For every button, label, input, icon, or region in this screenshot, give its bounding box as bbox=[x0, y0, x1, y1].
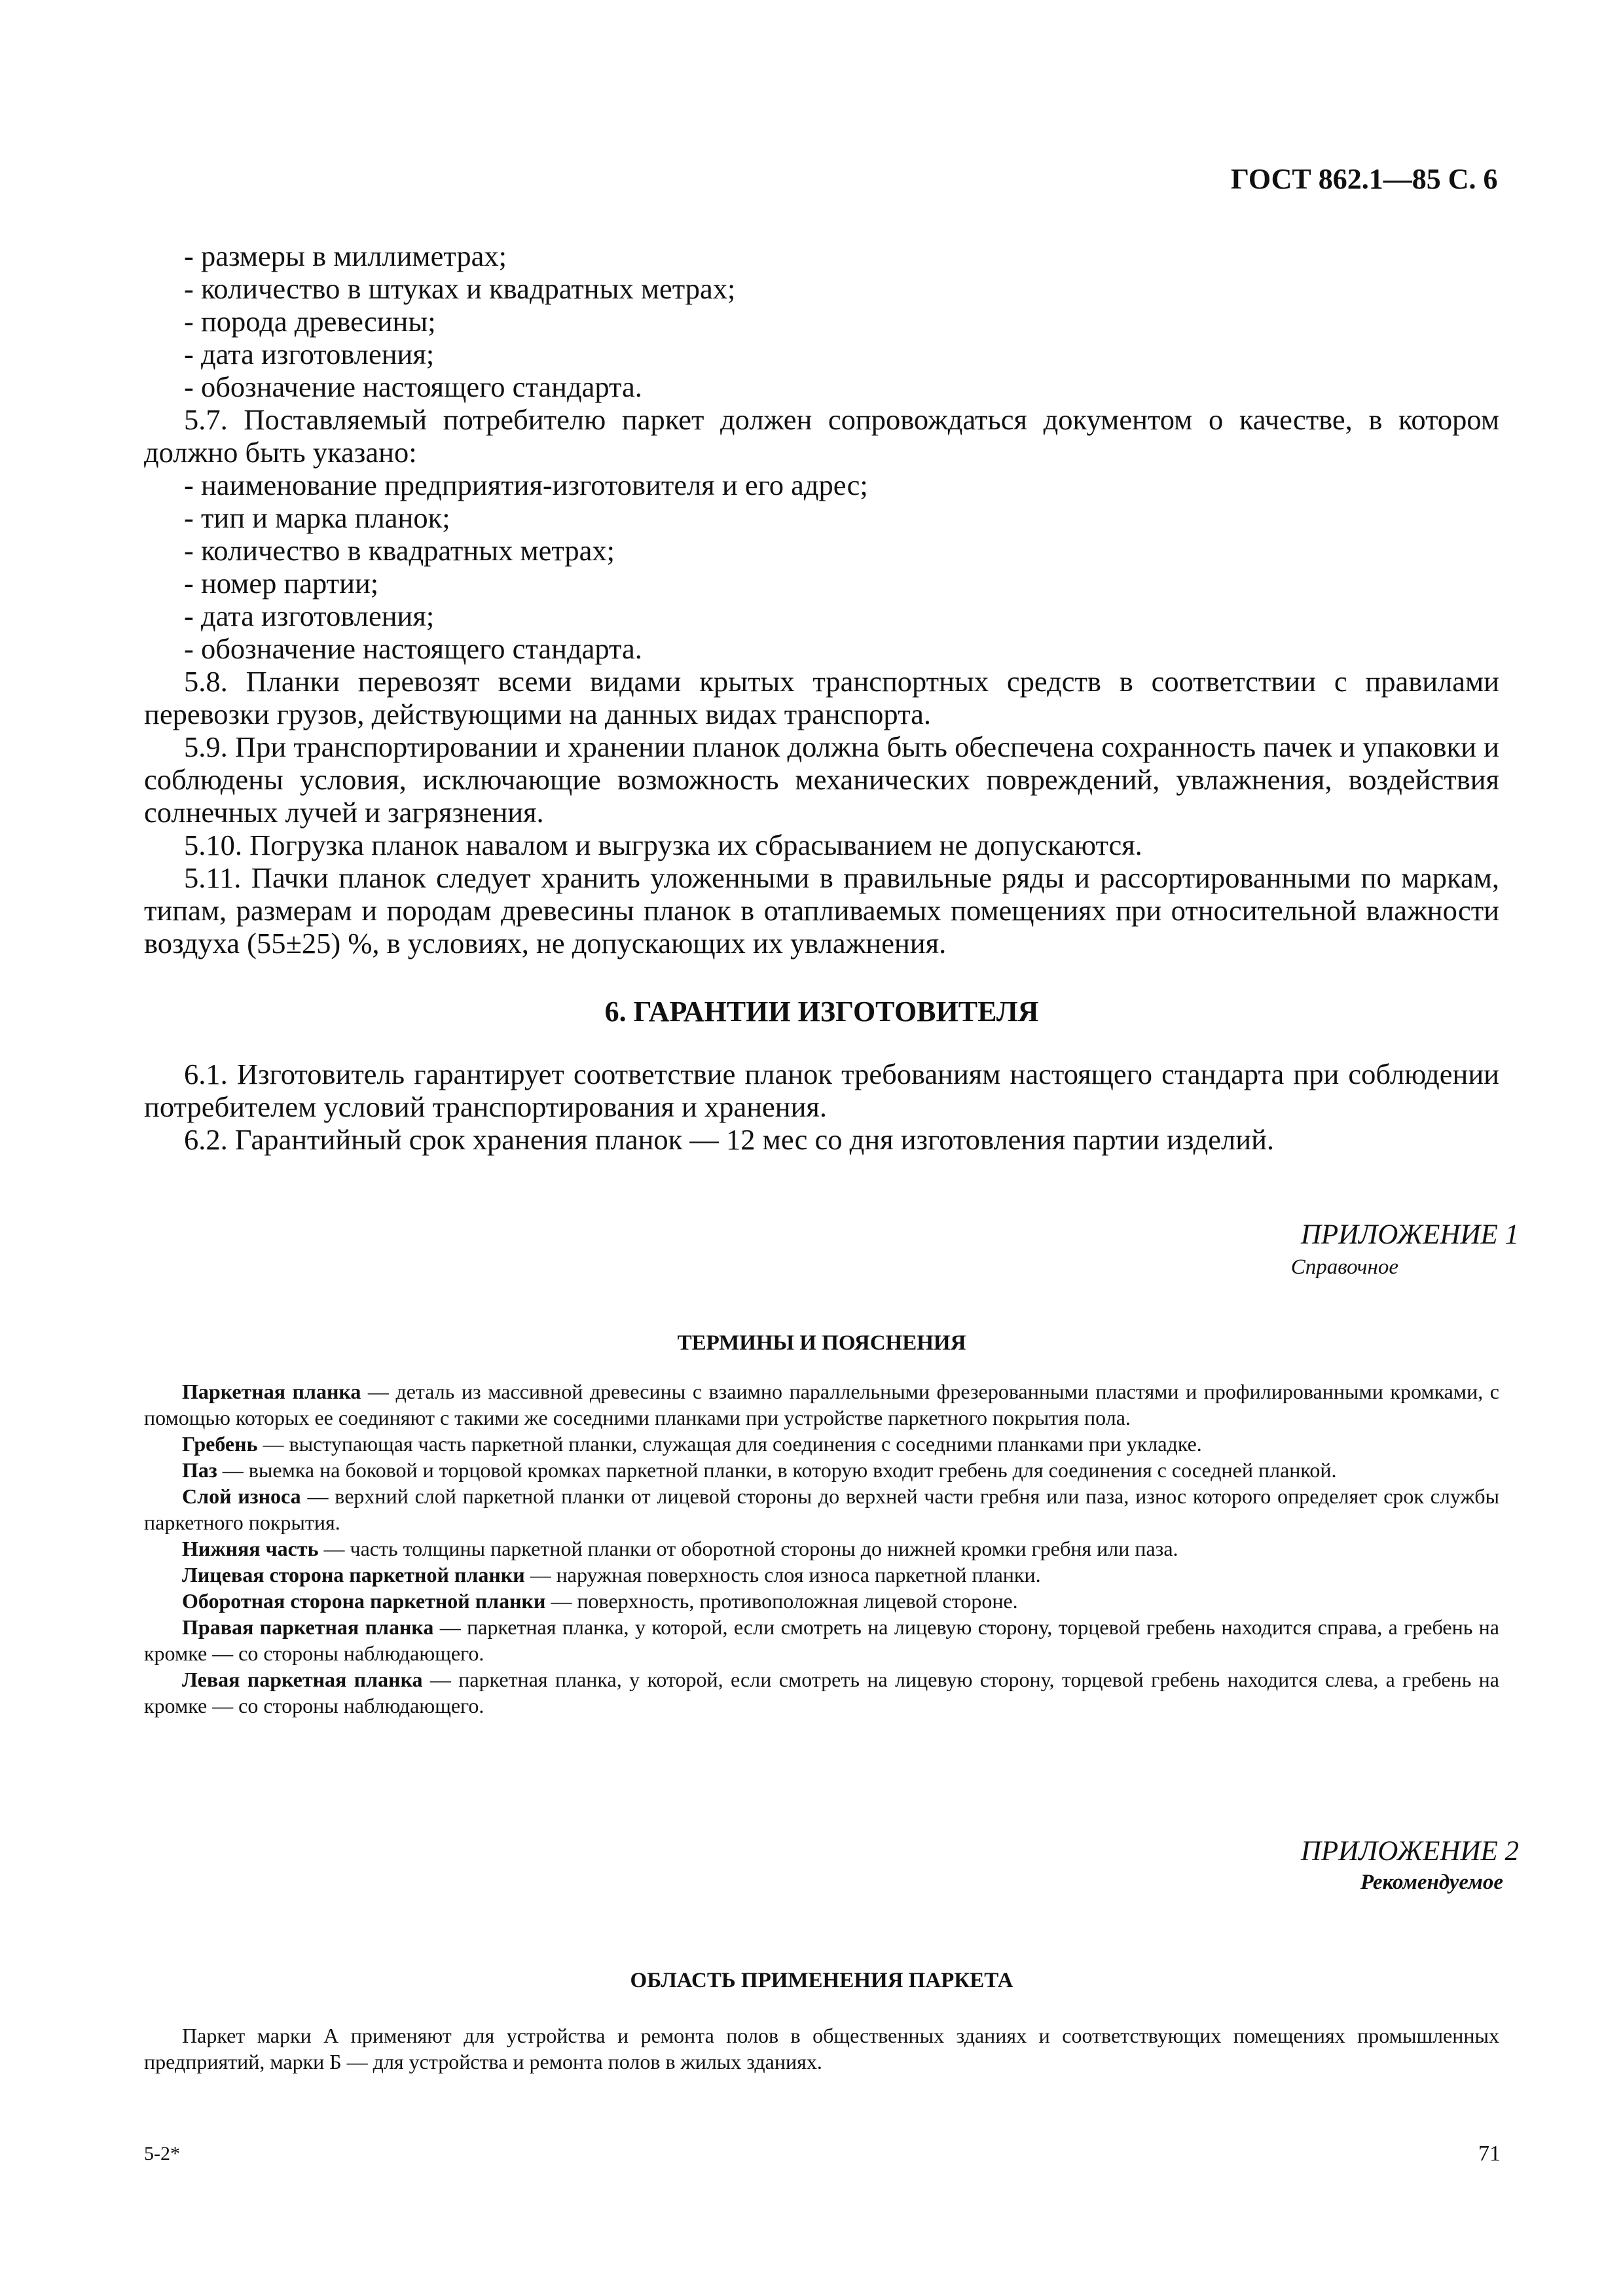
term-name: Лицевая сторона паркетной планки bbox=[182, 1563, 525, 1587]
term-name: Паз bbox=[182, 1458, 217, 1482]
footer-code: 5-2* bbox=[144, 2143, 180, 2164]
term-name: Нижняя часть bbox=[182, 1537, 319, 1560]
term-entry bbox=[144, 1666, 1499, 1719]
list-item: - дата изготовления; bbox=[184, 338, 435, 370]
list-item: - номер партии; bbox=[184, 567, 379, 600]
appendix-2-title: ПРИЛОЖЕНИЕ 2 bbox=[1300, 1836, 1519, 1867]
term-entry bbox=[144, 1614, 1499, 1666]
page-header: ГОСТ 862.1—85 С. 6 bbox=[1231, 163, 1498, 195]
appendix-2-paragraph: Паркет марки А применяют для устройства и ремонта полов в общественных зданиях и соответствующих помещениях промышленных предприятий, марки Б — для устройства и ремонта полов в жилых зданиях. bbox=[144, 2024, 1499, 2073]
paragraph-6-1: 6.1. Изготовитель гарантирует соответствие планок требованиям настоящего стандарта при соблюдении потребителем условий транспортирования и хранения. bbox=[144, 1058, 1499, 1123]
term-entry bbox=[144, 1483, 1499, 1535]
term-definition: — деталь из массивной древесины с взаимно параллельными фрезерованными пластями и профилированными кромками, с помощью которых ее соединяют с такими же соседними планками при устройстве паркетного покрытия пола. bbox=[144, 1380, 1500, 1429]
appendix-2-subtitle: Рекомендуемое bbox=[1360, 1871, 1503, 1894]
term-definition: — выступающая часть паркетной планки, служащая для соединения с соседними планками при укладке. bbox=[257, 1432, 1202, 1456]
list-item: - обозначение настоящего стандарта. bbox=[184, 370, 642, 403]
paragraph-5-10: 5.10. Погрузка планок навалом и выгрузка их сбрасыванием не допускаются. bbox=[184, 829, 1142, 861]
term-name: Правая паркетная планка bbox=[182, 1615, 434, 1639]
term-name: Паркетная планка bbox=[182, 1380, 361, 1403]
term-name: Оборотная сторона паркетной планки bbox=[182, 1589, 546, 1613]
paragraph-5-9: 5.9. При транспортировании и хранении планок должна быть обеспечена сохранность пачек и упаковки и соблюдены условия, исключающие возможность механических повреждений, увлажнения, воздействия солнечных лучей и загрязнения. bbox=[144, 730, 1499, 829]
terms-list bbox=[144, 1378, 1499, 1719]
paragraph-5-8: 5.8. Планки перевозят всеми видами крытых транспортных средств в соответствии с правилами перевозки грузов, действующими на данных видах транспорта. bbox=[144, 665, 1499, 730]
list-item: - количество в штуках и квадратных метрах; bbox=[184, 272, 736, 305]
section-6 bbox=[144, 1058, 1499, 1156]
appendix-1-subtitle: Справочное bbox=[1290, 1255, 1398, 1279]
term-definition: — поверхность, противоположная лицевой стороне. bbox=[545, 1589, 1018, 1613]
section-6-heading: 6. ГАРАНТИИ ИЗГОТОВИТЕЛЯ bbox=[604, 996, 1039, 1028]
term-entry bbox=[144, 1588, 1499, 1614]
page-number: 71 bbox=[1478, 2142, 1501, 2166]
term-name: Гребень bbox=[182, 1432, 258, 1456]
list-item: - размеры в миллиметрах; bbox=[184, 240, 507, 272]
term-entry bbox=[144, 1562, 1499, 1588]
term-entry bbox=[144, 1457, 1499, 1483]
term-name: Левая паркетная планка bbox=[182, 1668, 423, 1691]
term-entry bbox=[144, 1431, 1499, 1457]
paragraph-5-11: 5.11. Пачки планок следует хранить уложенными в правильные ряды и рассортированными по маркам, типам, размерам и породам древесины планок в отапливаемых помещениях при относительной влажности воздуха (55±25) %, в условиях, не допускающих их увлажнения. bbox=[144, 861, 1499, 960]
paragraph-5-7: 5.7. Поставляемый потребителю паркет должен сопровождаться документом о качестве, в котором должно быть указано: bbox=[144, 403, 1499, 469]
term-definition: — наружная поверхность слоя износа паркетной планки. bbox=[524, 1563, 1041, 1587]
term-definition: — выемка на боковой и торцовой кромках паркетной планки, в которую входит гребень для соединения с соседней планкой. bbox=[217, 1458, 1337, 1482]
term-definition: — паркетная планка, у которой, если смотреть на лицевую сторону, торцевой гребень находится слева, а гребень на кромке — со стороны наблюдающего. bbox=[144, 1668, 1500, 1717]
appendix-1-title: ПРИЛОЖЕНИЕ 1 bbox=[1300, 1219, 1519, 1250]
term-name: Слой износа bbox=[182, 1484, 301, 1508]
term-definition: — часть толщины паркетной планки от оборотной стороны до нижней кромки гребня или паза. bbox=[318, 1537, 1178, 1560]
term-definition: — паркетная планка, у которой, если смотреть на лицевую сторону, торцевой гребень находится справа, а гребень на кромке — со стороны наблюдающего. bbox=[144, 1615, 1500, 1665]
list-item: - обозначение настоящего стандарта. bbox=[184, 632, 642, 665]
appendix-2-heading: ОБЛАСТЬ ПРИМЕНЕНИЯ ПАРКЕТА bbox=[630, 1969, 1013, 1992]
list-item: - порода древесины; bbox=[184, 305, 436, 338]
term-entry bbox=[144, 1535, 1499, 1562]
section-5-continued bbox=[144, 240, 1499, 960]
appendix-2-body bbox=[144, 2022, 1499, 2075]
list-item: - количество в квадратных метрах; bbox=[184, 534, 615, 567]
appendix-1-heading: ТЕРМИНЫ И ПОЯСНЕНИЯ bbox=[677, 1331, 966, 1355]
term-entry bbox=[144, 1378, 1499, 1431]
list-item: - дата изготовления; bbox=[184, 600, 435, 632]
term-definition: — верхний слой паркетной планки от лицевой стороны до верхней части гребня или паза, износ которого определяет срок службы паркетного покрытия. bbox=[144, 1484, 1500, 1534]
paragraph-6-2: 6.2. Гарантийный срок хранения планок — 12 мес со дня изготовления партии изделий. bbox=[184, 1123, 1275, 1156]
list-item: - наименование предприятия-изготовителя и его адрес; bbox=[184, 469, 868, 501]
list-item: - тип и марка планок; bbox=[184, 501, 450, 534]
